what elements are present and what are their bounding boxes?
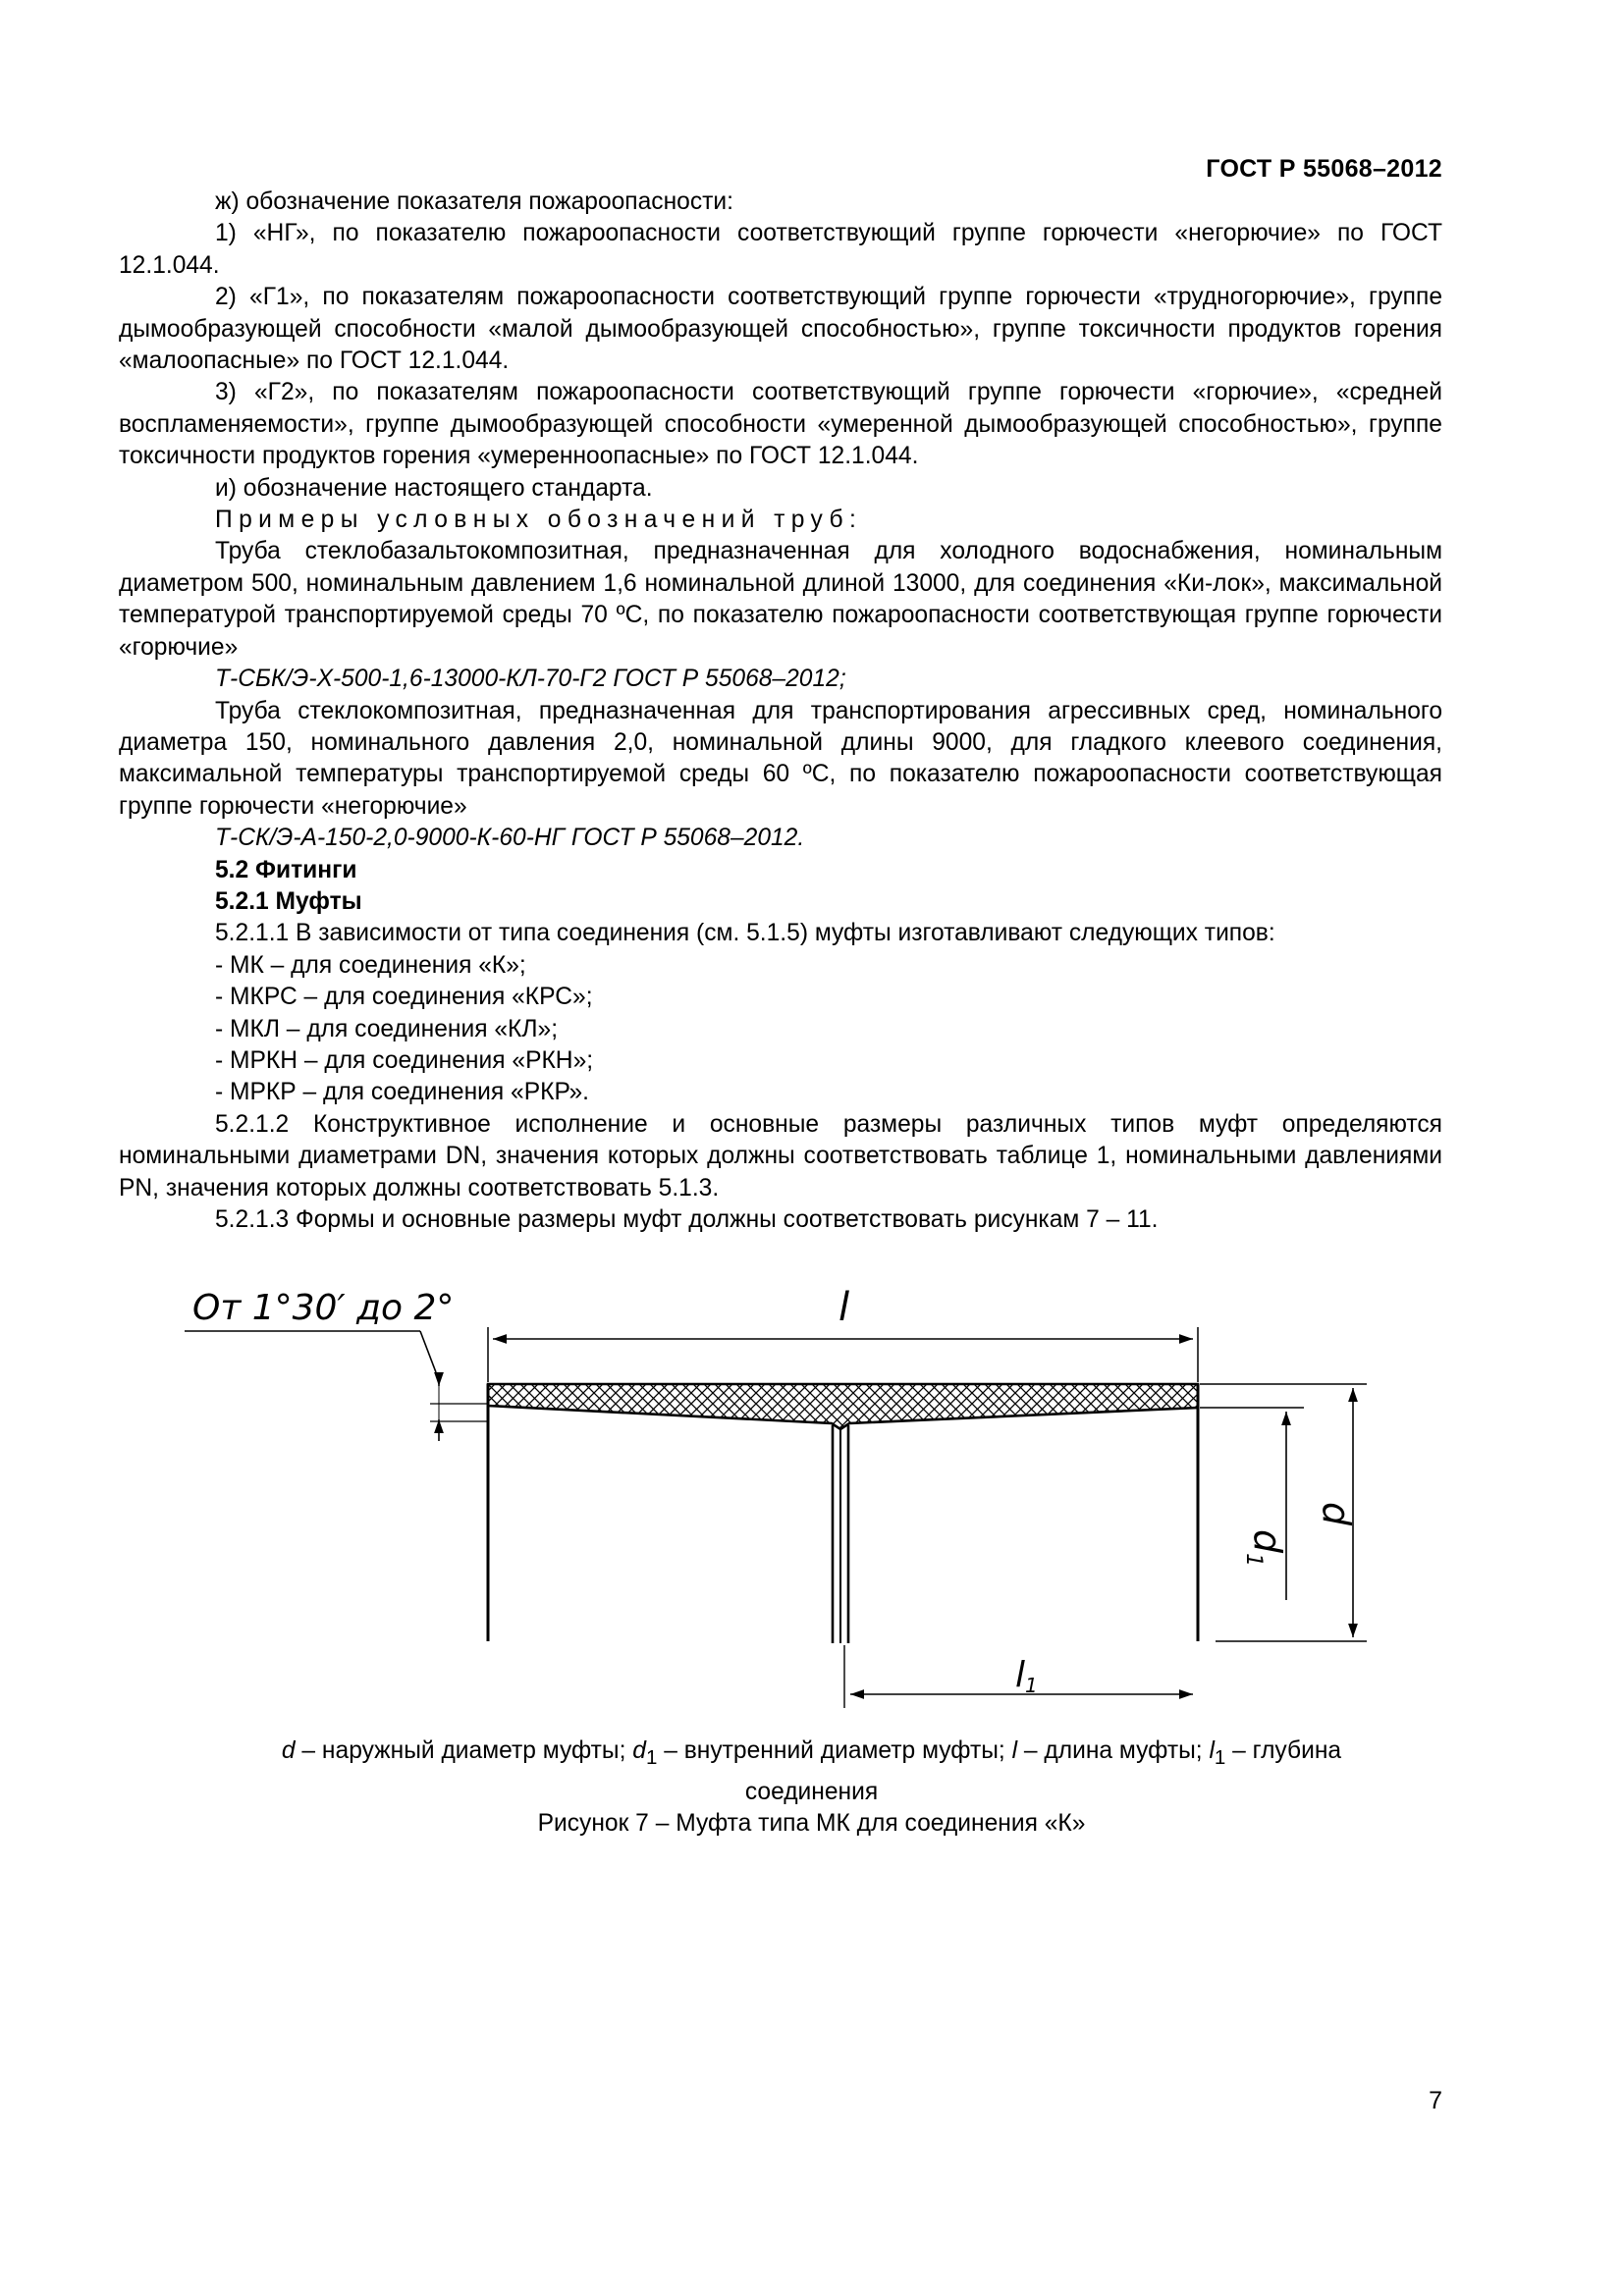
dim-d1-label: $d_1$ [1241, 1529, 1289, 1568]
caption-l-symbol: l [1011, 1737, 1018, 1764]
figure-caption-legend [119, 1735, 1504, 1774]
dim-d-label: d [1315, 1502, 1358, 1526]
caption-l-desc: – длина муфты; [1017, 1737, 1210, 1764]
list-item-type-mrkr: - МРКР – для соединения «РКР». [215, 1079, 589, 1106]
paragraph-zh: ж) обозначение показателя пожароопасности: [215, 188, 733, 215]
paragraph-i: и) обозначение настоящего стандарта. [215, 474, 653, 502]
angle-leader-line [420, 1331, 436, 1372]
dim-l-label: l [839, 1285, 850, 1330]
example-1-text: Труба стеклобазальтокомпозитная, предназначенная для холодного водоснабжения, номинальным диаметром 500, номинальным давлением 1,6 номинальной длиной 13000, для соединения «Ки-лок», максимальной температурой транспортируемой среды 70 ºС, по показателю пожароопасности соответствующая группе горючести «горючие» [119, 538, 1442, 661]
caption-l1-sub: 1 [1214, 1745, 1226, 1769]
page-body [119, 187, 1442, 1236]
paragraph-5-2-1-3: 5.2.1.3 Формы и основные размеры муфт должны соответствовать рисункам 7 – 11. [215, 1206, 1159, 1233]
caption-d1-symbol: d [632, 1737, 646, 1764]
list-item-type-mkl: - МКЛ – для соединения «КЛ»; [215, 1015, 559, 1042]
figure-caption-legend-line2: соединения [744, 1779, 879, 1805]
document-code-header: ГОСТ Р 55068–2012 [1206, 155, 1442, 183]
list-item-type-mrkn: - МРКН – для соединения «РКН»; [215, 1046, 594, 1074]
caption-l1-desc: – глубина [1225, 1737, 1342, 1764]
paragraph-g1: 2) «Г1», по показателям пожароопасности соответствующий группе горючести «трудногорючие», группе дымообразующей способности «малой дымообразующей способностью», группе токсичности продуктов горения «малоопасные» по ГОСТ 12.1.044. [119, 284, 1442, 375]
figure-title: Рисунок 7 – Муфта типа МК для соединения «К» [537, 1810, 1086, 1837]
caption-d1-desc: – внутренний диаметр муфты; [657, 1737, 1012, 1764]
page-number: 7 [1429, 2087, 1442, 2114]
dim-l1-label: l1 [1015, 1655, 1038, 1697]
caption-d-desc: – наружный диаметр муфты; [295, 1737, 633, 1764]
section-heading-5-2: 5.2 Фитинги [215, 856, 357, 883]
example-2-text: Труба стеклокомпозитная, предназначенная для транспортирования агрессивных сред, номинального диаметра 150, номинального давления 2,0, номинальной длины 9000, для гладкого клеевого соединения, максимальной температуры транспортируемой среды 60 ºС, по показателю пожароопасности соответствующая группе горючести «негорючие» [119, 697, 1442, 820]
caption-d-symbol: d [281, 1737, 296, 1764]
section-heading-5-2-1: 5.2.1 Муфты [215, 887, 362, 915]
list-item-type-mk: - МК – для соединения «К»; [215, 951, 526, 979]
angle-tolerance-label: От 1°30′ до 2° [192, 1288, 455, 1328]
paragraph-g2: 3) «Г2», по показателям пожароопасности соответствующий группе горючести «горючие», «средней воспламеняемости», группе дымообразующей способности «умеренной дымообразующей способностью», группе токсичности продуктов горения «умеренноопасные» по ГОСТ 12.1.044. [119, 379, 1442, 470]
caption-d1-sub: 1 [645, 1745, 658, 1769]
paragraph-5-2-1-1: 5.2.1.1 В зависимости от типа соединения (см. 5.1.5) муфты изготавливают следующих типов: [215, 920, 1275, 947]
paragraph-5-2-1-2: 5.2.1.2 Конструктивное исполнение и основные размеры различных типов муфт определяются номинальными диаметрами DN, значения которых должны соответствовать таблице 1, номинальными давлениями PN, значения которых должны соответствовать 5.1.3. [119, 1110, 1442, 1201]
example-1-code: Т-СБК/Э-Х-500-1,6-13000-КЛ-70-Г2 ГОСТ Р 55068–2012; [215, 666, 846, 693]
examples-heading: Примеры условных обозначений труб: [215, 507, 863, 534]
caption-l1-symbol: l [1209, 1737, 1215, 1764]
paragraph-ng: 1) «НГ», по показателю пожароопасности соответствующий группе горючести «негорючие» по ГОСТ 12.1.044. [119, 220, 1442, 279]
coupling-wall-section [488, 1384, 1198, 1429]
example-2-code: Т-СК/Э-А-150-2,0-9000-К-60-НГ ГОСТ Р 55068–2012. [215, 825, 805, 852]
list-item-type-mkrs: - МКРС – для соединения «КРС»; [215, 984, 593, 1011]
